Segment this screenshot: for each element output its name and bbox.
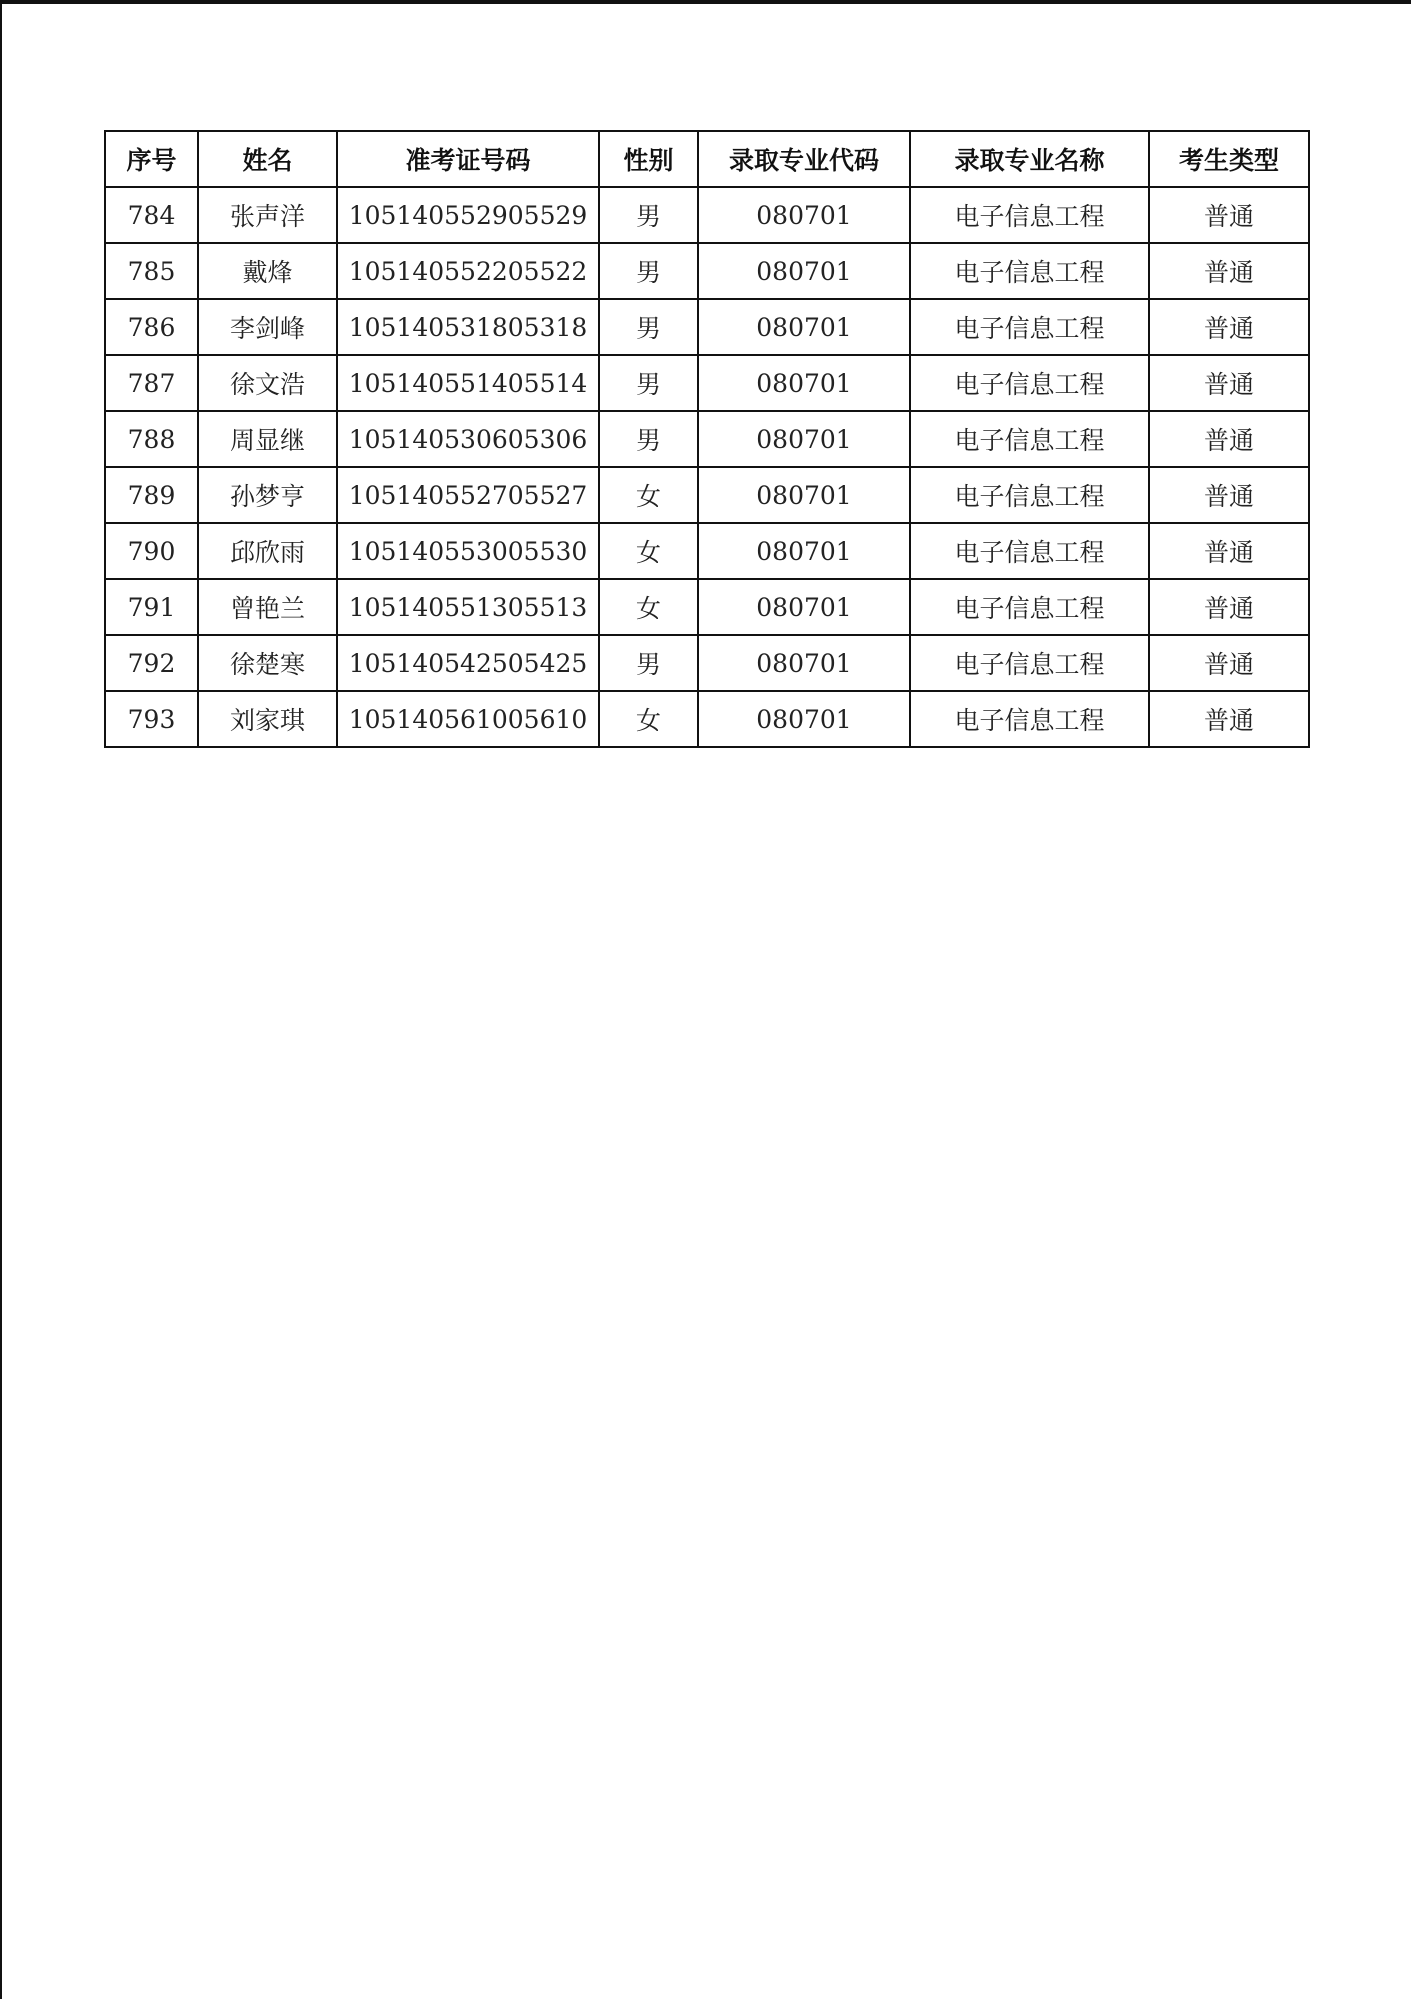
cell-major-name: 电子信息工程: [910, 467, 1149, 523]
cell-gender: 男: [599, 299, 698, 355]
table-row: [105, 243, 1309, 299]
header-student-type: 考生类型: [1149, 131, 1309, 187]
table-row: [105, 355, 1309, 411]
cell-student-type: 普通: [1149, 411, 1309, 467]
cell-student-type: 普通: [1149, 243, 1309, 299]
table-row: [105, 299, 1309, 355]
cell-gender: 女: [599, 523, 698, 579]
cell-major-code: 080701: [698, 411, 910, 467]
cell-exam-id: 105140551305513: [337, 579, 599, 635]
table-row: [105, 691, 1309, 747]
cell-major-name: 电子信息工程: [910, 187, 1149, 243]
cell-gender: 女: [599, 691, 698, 747]
cell-exam-id: 105140552705527: [337, 467, 599, 523]
cell-major-name: 电子信息工程: [910, 523, 1149, 579]
cell-major-code: 080701: [698, 243, 910, 299]
header-seq: 序号: [105, 131, 198, 187]
cell-major-code: 080701: [698, 579, 910, 635]
cell-seq: 788: [105, 411, 198, 467]
cell-exam-id: 105140553005530: [337, 523, 599, 579]
cell-seq: 791: [105, 579, 198, 635]
table-row: [105, 467, 1309, 523]
cell-seq: 789: [105, 467, 198, 523]
admission-table: [104, 130, 1310, 748]
cell-major-name: 电子信息工程: [910, 299, 1149, 355]
cell-exam-id: 105140552905529: [337, 187, 599, 243]
cell-gender: 女: [599, 467, 698, 523]
cell-name: 徐楚寒: [198, 635, 337, 691]
cell-major-name: 电子信息工程: [910, 243, 1149, 299]
cell-student-type: 普通: [1149, 635, 1309, 691]
cell-exam-id: 105140531805318: [337, 299, 599, 355]
page-left-border: [0, 0, 2, 1999]
cell-seq: 787: [105, 355, 198, 411]
cell-name: 戴烽: [198, 243, 337, 299]
cell-major-name: 电子信息工程: [910, 691, 1149, 747]
table-row: [105, 579, 1309, 635]
cell-name: 刘家琪: [198, 691, 337, 747]
header-gender: 性别: [599, 131, 698, 187]
cell-exam-id: 105140542505425: [337, 635, 599, 691]
cell-name: 徐文浩: [198, 355, 337, 411]
cell-student-type: 普通: [1149, 691, 1309, 747]
cell-gender: 男: [599, 635, 698, 691]
cell-name: 孙梦亨: [198, 467, 337, 523]
admission-table-container: [104, 130, 1310, 748]
cell-major-code: 080701: [698, 187, 910, 243]
cell-major-code: 080701: [698, 467, 910, 523]
page-top-border: [0, 0, 1411, 4]
cell-name: 曾艳兰: [198, 579, 337, 635]
cell-student-type: 普通: [1149, 355, 1309, 411]
cell-gender: 男: [599, 243, 698, 299]
cell-seq: 784: [105, 187, 198, 243]
table-row: [105, 635, 1309, 691]
cell-major-name: 电子信息工程: [910, 579, 1149, 635]
cell-gender: 女: [599, 579, 698, 635]
cell-major-code: 080701: [698, 691, 910, 747]
header-name: 姓名: [198, 131, 337, 187]
table-row: [105, 523, 1309, 579]
cell-major-name: 电子信息工程: [910, 355, 1149, 411]
cell-student-type: 普通: [1149, 579, 1309, 635]
cell-name: 李剑峰: [198, 299, 337, 355]
table-row: [105, 411, 1309, 467]
cell-seq: 785: [105, 243, 198, 299]
cell-student-type: 普通: [1149, 187, 1309, 243]
cell-exam-id: 105140561005610: [337, 691, 599, 747]
cell-major-code: 080701: [698, 635, 910, 691]
cell-gender: 男: [599, 411, 698, 467]
cell-name: 邱欣雨: [198, 523, 337, 579]
cell-major-code: 080701: [698, 299, 910, 355]
header-exam-id: 准考证号码: [337, 131, 599, 187]
cell-major-code: 080701: [698, 355, 910, 411]
cell-major-name: 电子信息工程: [910, 635, 1149, 691]
cell-exam-id: 105140551405514: [337, 355, 599, 411]
cell-gender: 男: [599, 187, 698, 243]
cell-name: 张声洋: [198, 187, 337, 243]
cell-seq: 793: [105, 691, 198, 747]
cell-seq: 790: [105, 523, 198, 579]
cell-major-name: 电子信息工程: [910, 411, 1149, 467]
cell-major-code: 080701: [698, 523, 910, 579]
table-row: [105, 187, 1309, 243]
cell-seq: 792: [105, 635, 198, 691]
header-major-code: 录取专业代码: [698, 131, 910, 187]
cell-student-type: 普通: [1149, 299, 1309, 355]
cell-exam-id: 105140530605306: [337, 411, 599, 467]
cell-exam-id: 105140552205522: [337, 243, 599, 299]
cell-seq: 786: [105, 299, 198, 355]
cell-student-type: 普通: [1149, 467, 1309, 523]
cell-student-type: 普通: [1149, 523, 1309, 579]
table-header-row: [105, 131, 1309, 187]
cell-gender: 男: [599, 355, 698, 411]
cell-name: 周显继: [198, 411, 337, 467]
header-major-name: 录取专业名称: [910, 131, 1149, 187]
